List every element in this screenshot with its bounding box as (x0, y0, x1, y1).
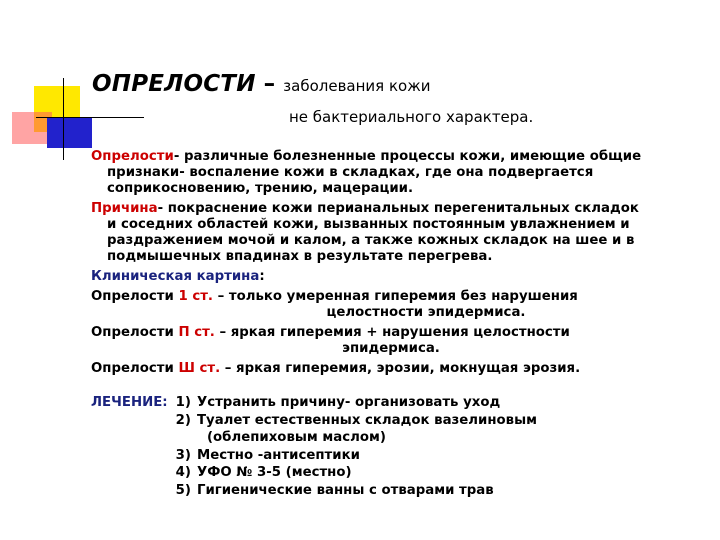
title-rest: заболевания кожи (283, 77, 431, 95)
cause-line2: и соседних областей кожи, вызванных постоянным увлажнением и (107, 217, 630, 232)
definition-line3: соприкосновению, трению, мацерации. (107, 181, 414, 196)
stage-3 (91, 361, 691, 377)
treatment-item: Туалет естественных складок вазелиновым (196, 412, 537, 428)
treatment-num (176, 429, 197, 447)
cause-term: Причина (91, 201, 158, 216)
treatment-num: 2) (175, 412, 191, 428)
cause-line4: подмышечных впадинах в результате перегрева. (107, 249, 493, 264)
title-dash: – (255, 71, 284, 97)
treatment-num: 3) (175, 447, 191, 463)
treatment-num: 1) (175, 395, 191, 410)
stage-3-label: Ш ст. (178, 361, 221, 376)
stage-1-text: – только умеренная гиперемия без нарушения (212, 289, 578, 304)
definition-term: Опрелости (91, 149, 174, 164)
stage-2 (91, 325, 691, 341)
stage-2-prefix: Опрелости (91, 325, 179, 340)
treatment-block (91, 394, 537, 499)
cause-line3: раздражением мочой и калом, а также кожных складок на шее и в (107, 233, 635, 248)
treatment-item: УФО № 3-5 (местно) (196, 465, 352, 480)
treatment-item: Местно -антисептики (196, 447, 360, 463)
treatment-num: 5) (175, 482, 191, 498)
clinical-colon: : (259, 269, 265, 284)
decor-blue-square (47, 118, 92, 148)
cause-line1: - покраснение кожи перианальных перегенитальных складок (157, 201, 639, 216)
treatment-item: (облепиховым маслом) (206, 430, 386, 445)
decor-horizontal-line (36, 117, 144, 118)
decor-vertical-line (63, 78, 64, 160)
stage-1-cont: целостности эпидермиса. (326, 305, 526, 320)
treatment-item: Устранить причину- организовать уход (196, 395, 501, 410)
definition-paragraph (91, 149, 691, 197)
stage-1-label: 1 ст. (178, 289, 213, 304)
clinical-heading-line (91, 269, 691, 285)
slide-title (92, 71, 652, 97)
stage-2-cont: эпидермиса. (342, 341, 440, 356)
definition-line1: - различные болезненные процессы кожи, имеющие общие (173, 149, 642, 164)
stage-3-prefix: Опрелости (91, 361, 179, 376)
slide-body (91, 149, 691, 377)
title-line2: не бактериального характера. (289, 108, 534, 126)
stage-1 (91, 289, 691, 305)
stage-3-text: – яркая гиперемия, эрозии, мокнущая эрозия. (220, 361, 581, 376)
clinical-heading: Клиническая картина (91, 269, 260, 284)
treatment-num: 4) (175, 465, 191, 480)
stage-2-text: – яркая гиперемия + нарушения целостности (214, 325, 570, 340)
title-main: ОПРЕЛОСТИ (92, 71, 256, 97)
treatment-item: Гигиенические ванны с отварами трав (196, 482, 494, 498)
treatment-label: ЛЕЧЕНИЕ: (91, 395, 168, 410)
definition-line2: признаки- воспаление кожи в складках, где она подвергается (107, 165, 594, 180)
stage-2-label: П ст. (178, 325, 215, 340)
cause-paragraph (91, 201, 691, 265)
stage-1-prefix: Опрелости (91, 289, 179, 304)
